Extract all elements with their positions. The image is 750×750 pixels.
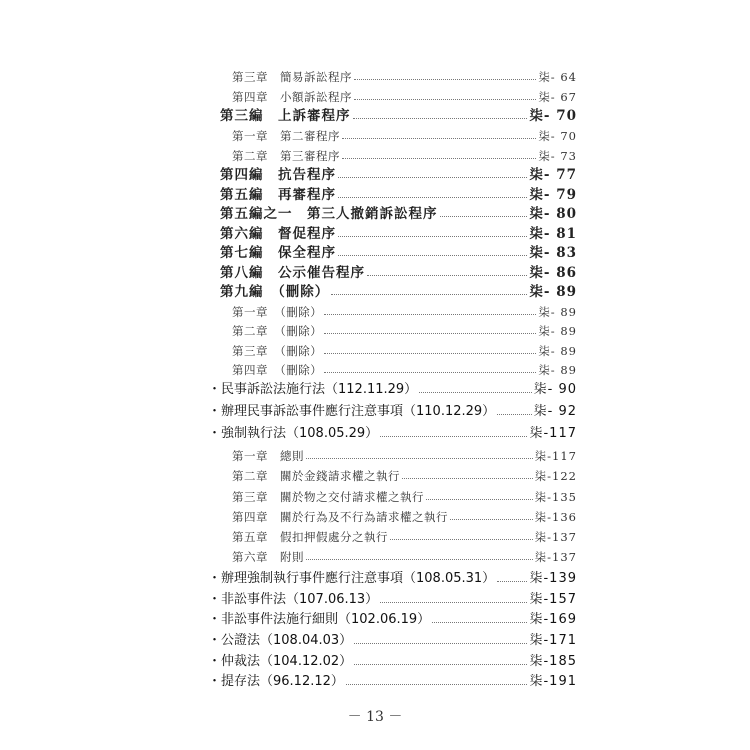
toc-entry-page: 柒- 81 <box>529 226 577 242</box>
dot-leader <box>324 372 536 373</box>
toc-entry-label: 第八編 公示催告程序 <box>220 265 365 281</box>
dot-leader <box>354 664 527 665</box>
toc-entry-chapter <box>232 321 577 341</box>
toc-entry-label: 第五編之一 第三人撤銷訴訟程序 <box>220 206 438 222</box>
toc-entry-page: 柒-135 <box>534 490 577 504</box>
toc-entry-chapter <box>232 527 577 547</box>
page-number: － 13 － <box>347 709 403 725</box>
dot-leader <box>338 177 527 178</box>
toc-entry-label: ・強制執行法（108.05.29） <box>208 426 379 441</box>
dot-leader <box>497 414 531 415</box>
toc-entry-label: 第六編 督促程序 <box>220 226 336 242</box>
toc-entry-label: 第三章 關於物之交付請求權之執行 <box>232 490 424 504</box>
toc-entry-label: ・非訟事件法（107.06.13） <box>208 592 379 607</box>
toc-entry-page: 柒- 89 <box>538 305 577 319</box>
toc-entry-law <box>208 652 577 672</box>
dot-leader <box>380 602 527 603</box>
toc-entry-page: 柒-122 <box>534 469 577 483</box>
dot-leader <box>338 255 527 256</box>
toc-entry-label: 第四章 （刪除） <box>232 363 323 377</box>
toc-entry-page: 柒-171 <box>529 633 577 648</box>
toc-entry-part <box>220 165 577 185</box>
toc-entry-law <box>208 672 577 692</box>
toc-entry-page: 柒- 73 <box>538 149 577 163</box>
toc-entry-page: 柒- 67 <box>538 90 577 104</box>
dot-leader <box>367 275 527 276</box>
toc-entry-chapter <box>232 87 577 107</box>
toc-entry-page: 柒- 70 <box>529 108 577 124</box>
dot-leader <box>353 118 528 119</box>
dot-leader <box>338 197 527 198</box>
dot-leader <box>390 539 533 540</box>
toc-entry-law <box>208 569 577 589</box>
toc-entry-label: 第三章 簡易訴訟程序 <box>232 70 352 84</box>
toc-entry-label: 第五編 再審程序 <box>220 187 336 203</box>
dot-leader <box>338 236 527 237</box>
toc-entry-label: ・辦理民事訴訟事件應行注意事項（110.12.29） <box>208 404 496 419</box>
toc-entry-label: 第二章 第三審程序 <box>232 149 340 163</box>
toc-entry-page: 柒- 90 <box>533 382 577 397</box>
dot-leader <box>426 499 533 500</box>
toc-entry-part <box>220 204 577 224</box>
toc-entry-page: 柒- 77 <box>529 167 577 183</box>
toc-entry-label: 第六章 附則 <box>232 550 304 564</box>
toc-entry-label: ・辦理強制執行事件應行注意事項（108.05.31） <box>208 571 496 586</box>
toc-entry-page: 柒-157 <box>529 592 577 607</box>
toc-entry-page: 柒-117 <box>529 426 577 441</box>
toc-entry-page: 柒- 89 <box>538 324 577 338</box>
toc-entry-chapter <box>232 547 577 567</box>
toc-entry-page: 柒-137 <box>534 530 577 544</box>
toc-entry-label: 第一章 總則 <box>232 449 304 463</box>
toc-entry-label: 第二章 關於金錢請求權之執行 <box>232 469 400 483</box>
toc-entry-label: 第三編 上訴審程序 <box>220 108 351 124</box>
dot-leader <box>497 581 527 582</box>
toc-entry-label: ・公證法（108.04.03） <box>208 633 353 648</box>
dot-leader <box>402 478 533 479</box>
toc-entry-page: 柒- 89 <box>538 363 577 377</box>
toc-entry-part <box>220 106 577 126</box>
toc-entry-page: 柒-117 <box>534 449 577 463</box>
toc-entry-page: 柒-191 <box>529 674 577 689</box>
dot-leader <box>432 622 527 623</box>
toc-entry-chapter <box>232 446 577 466</box>
toc-entry-label: 第三章 （刪除） <box>232 344 323 358</box>
dot-leader <box>324 333 536 334</box>
toc-entry-label: 第九編 （刪除） <box>220 284 330 300</box>
toc-entry-law <box>208 590 577 610</box>
toc-entry-law <box>208 380 577 400</box>
dot-leader <box>380 436 527 437</box>
dot-leader <box>306 559 533 560</box>
dot-leader <box>354 643 527 644</box>
toc-entry-page: 柒- 83 <box>529 245 577 261</box>
toc-entry-page: 柒- 80 <box>529 206 577 222</box>
toc-entry-label: 第一章 第二審程序 <box>232 129 340 143</box>
toc-entry-label: 第四章 關於行為及不行為請求權之執行 <box>232 510 448 524</box>
toc-entry-page: 柒-136 <box>534 510 577 524</box>
toc-entry-page: 柒-137 <box>534 550 577 564</box>
toc-entry-chapter <box>232 67 577 87</box>
toc-entry-label: ・仲裁法（104.12.02） <box>208 654 353 669</box>
toc-entry-part <box>220 224 577 244</box>
toc-entry-part <box>220 185 577 205</box>
toc-entry-page: 柒- 89 <box>529 284 577 300</box>
dot-leader <box>354 79 536 80</box>
toc-entry-part <box>220 243 577 263</box>
toc-entry-law <box>208 402 577 422</box>
toc-entry-page: 柒-169 <box>529 612 577 627</box>
toc-entry-page: 柒- 92 <box>533 404 577 419</box>
toc-entry-label: 第一章 （刪除） <box>232 305 323 319</box>
toc-entry-page: 柒-139 <box>529 571 577 586</box>
toc-entry-label: 第四編 抗告程序 <box>220 167 336 183</box>
dot-leader <box>440 216 528 217</box>
toc-entry-chapter <box>232 146 577 166</box>
toc-entry-label: 第五章 假扣押假處分之執行 <box>232 530 388 544</box>
dot-leader <box>306 458 533 459</box>
toc-entry-chapter <box>232 360 577 380</box>
dot-leader <box>450 519 533 520</box>
toc-entry-label: 第七編 保全程序 <box>220 245 336 261</box>
dot-leader <box>354 99 536 100</box>
dot-leader <box>324 314 536 315</box>
toc-entry-page: 柒- 70 <box>538 129 577 143</box>
toc-entry-label: ・提存法（96.12.12） <box>208 674 344 689</box>
toc-entry-part <box>220 263 577 283</box>
toc-entry-label: 第四章 小額訴訟程序 <box>232 90 352 104</box>
toc-entry-page: 柒-185 <box>529 654 577 669</box>
dot-leader <box>324 353 536 354</box>
toc-entry-part <box>220 282 577 302</box>
dot-leader <box>346 684 528 685</box>
toc-entry-label: ・非訟事件法施行細則（102.06.19） <box>208 612 431 627</box>
toc-entry-page: 柒- 79 <box>529 187 577 203</box>
toc-entry-chapter <box>232 341 577 361</box>
toc-entry-law <box>208 424 577 444</box>
dot-leader <box>342 158 536 159</box>
toc-entry-page: 柒- 86 <box>529 265 577 281</box>
toc-entry-chapter <box>232 302 577 322</box>
toc-entry-chapter <box>232 466 577 486</box>
toc-entry-chapter <box>232 126 577 146</box>
dot-leader <box>419 392 531 393</box>
toc-entry-label: ・民事訴訟法施行法（112.11.29） <box>208 382 418 397</box>
toc-entry-law <box>208 610 577 630</box>
toc-entry-law <box>208 631 577 651</box>
toc-entry-label: 第二章 （刪除） <box>232 324 323 338</box>
toc-entry-chapter <box>232 487 577 507</box>
toc-entry-chapter <box>232 507 577 527</box>
dot-leader <box>342 138 536 139</box>
toc-entry-page: 柒- 64 <box>538 70 577 84</box>
toc-entry-page: 柒- 89 <box>538 344 577 358</box>
dot-leader <box>331 294 527 295</box>
